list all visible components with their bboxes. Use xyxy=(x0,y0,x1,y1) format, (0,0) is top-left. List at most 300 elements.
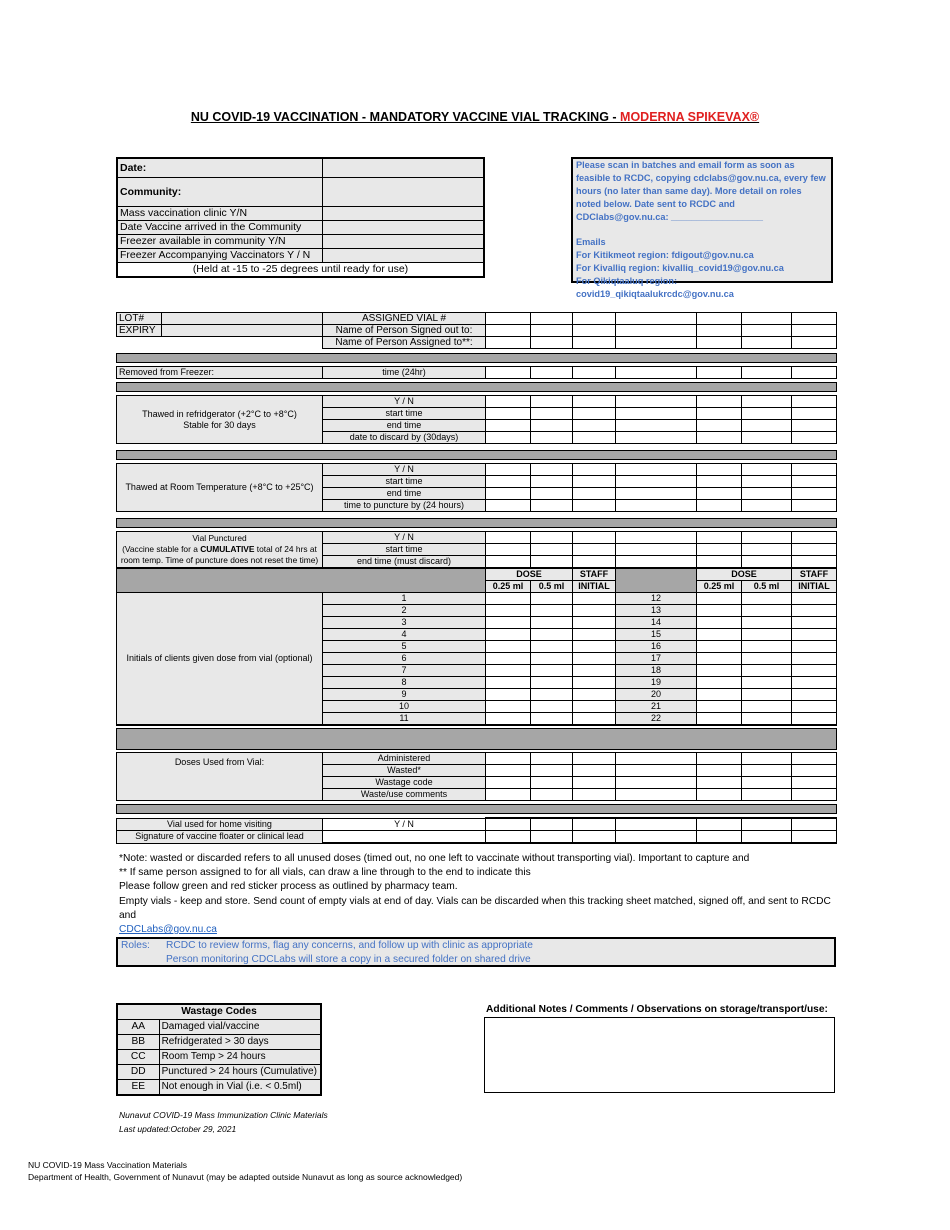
entry-cell[interactable] xyxy=(486,313,531,325)
entry-cell[interactable] xyxy=(486,420,531,432)
entry-cell[interactable] xyxy=(792,653,837,665)
entry-cell[interactable] xyxy=(486,476,531,488)
entry-cell[interactable] xyxy=(742,396,792,408)
entry-cell[interactable] xyxy=(697,500,742,512)
entry-cell[interactable] xyxy=(616,777,697,789)
entry-cell[interactable] xyxy=(486,396,531,408)
lot-field[interactable] xyxy=(162,313,323,325)
entry-cell[interactable] xyxy=(792,753,837,765)
entry-cell[interactable] xyxy=(792,464,837,476)
client-number: 1 xyxy=(323,593,486,605)
table-row xyxy=(117,568,837,581)
entry-cell[interactable] xyxy=(742,325,792,337)
entry-cell[interactable] xyxy=(573,556,616,569)
entry-cell[interactable] xyxy=(486,689,531,701)
entry-cell[interactable] xyxy=(616,488,697,500)
row-label: start time xyxy=(323,408,486,420)
entry-cell[interactable] xyxy=(792,701,837,713)
table-row xyxy=(117,519,837,528)
client-number: 11 xyxy=(323,713,486,726)
entry-cell[interactable] xyxy=(616,313,697,325)
entry-cell[interactable] xyxy=(486,556,531,569)
table-row xyxy=(117,178,484,207)
entry-cell[interactable] xyxy=(573,713,616,726)
table-row xyxy=(117,396,837,408)
entry-cell[interactable] xyxy=(531,337,573,349)
wastage-description: Refridgerated > 30 days xyxy=(159,1035,321,1050)
info-label: Freezer Accompanying Vaccinators Y / N xyxy=(117,249,322,263)
row-label: Wasted* xyxy=(323,765,486,777)
entry-cell[interactable] xyxy=(742,777,792,789)
entry-cell[interactable] xyxy=(486,605,531,617)
entry-cell[interactable] xyxy=(531,665,573,677)
row-label: end time (must discard) xyxy=(323,556,486,569)
info-label: Mass vaccination clinic Y/N xyxy=(117,207,322,221)
entry-cell[interactable] xyxy=(573,753,616,765)
entry-cell[interactable] xyxy=(486,713,531,726)
entry-cell[interactable] xyxy=(573,765,616,777)
entry-cell[interactable] xyxy=(486,325,531,337)
freezer-temp-note: (Held at -15 to -25 degrees until ready for use) xyxy=(117,263,484,278)
entry-cell[interactable] xyxy=(742,476,792,488)
entry-cell[interactable] xyxy=(616,464,697,476)
info-value-field[interactable] xyxy=(322,178,484,207)
entry-cell[interactable] xyxy=(573,831,616,844)
entry-cell[interactable] xyxy=(792,532,837,544)
entry-cell[interactable] xyxy=(573,420,616,432)
entry-cell[interactable] xyxy=(697,818,742,831)
entry-cell[interactable] xyxy=(742,653,792,665)
row-label: end time xyxy=(323,420,486,432)
entry-cell[interactable] xyxy=(531,593,573,605)
entry-cell[interactable] xyxy=(616,500,697,512)
info-value-field[interactable] xyxy=(322,249,484,263)
page-footer xyxy=(28,1159,462,1183)
entry-cell[interactable] xyxy=(792,831,837,844)
entry-cell[interactable] xyxy=(531,605,573,617)
entry-cell[interactable] xyxy=(616,818,697,831)
entry-cell[interactable] xyxy=(742,701,792,713)
client-number: 20 xyxy=(616,689,697,701)
client-number: 12 xyxy=(616,593,697,605)
entry-cell[interactable] xyxy=(792,488,837,500)
entry-cell[interactable] xyxy=(323,831,486,844)
entry-cell[interactable] xyxy=(616,367,697,379)
entry-cell[interactable] xyxy=(792,432,837,444)
entry-cell[interactable] xyxy=(531,653,573,665)
entry-cell[interactable] xyxy=(486,544,531,556)
entry-cell[interactable] xyxy=(486,653,531,665)
entry-cell[interactable] xyxy=(573,605,616,617)
entry-cell[interactable] xyxy=(616,325,697,337)
entry-cell[interactable] xyxy=(531,544,573,556)
entry-cell[interactable] xyxy=(616,544,697,556)
entry-cell[interactable] xyxy=(697,641,742,653)
additional-notes-box[interactable] xyxy=(484,1017,835,1093)
label-line: Vial Punctured xyxy=(192,533,247,543)
table-row xyxy=(117,444,837,451)
wastage-description: Not enough in Vial (i.e. < 0.5ml) xyxy=(159,1080,321,1096)
entry-cell[interactable] xyxy=(742,488,792,500)
entry-cell[interactable] xyxy=(697,753,742,765)
entry-cell[interactable] xyxy=(531,831,573,844)
entry-cell[interactable] xyxy=(792,713,837,726)
entry-cell[interactable] xyxy=(531,432,573,444)
entry-cell[interactable] xyxy=(792,313,837,325)
entry-cell[interactable] xyxy=(792,789,837,801)
entry-cell[interactable] xyxy=(792,818,837,831)
entry-cell[interactable] xyxy=(792,629,837,641)
entry-cell[interactable] xyxy=(486,765,531,777)
entry-cell[interactable] xyxy=(531,396,573,408)
entry-cell[interactable] xyxy=(486,488,531,500)
note-line: *Note: wasted or discarded refers to all unused doses (timed out, no one left to vaccinate without transporting vial). Important to capture and xyxy=(119,853,750,864)
entry-cell[interactable] xyxy=(531,488,573,500)
table-row xyxy=(117,729,837,750)
entry-cell[interactable] xyxy=(742,544,792,556)
vial-punctured-label xyxy=(117,532,323,569)
thawed-fridge-label xyxy=(117,396,323,444)
section-divider xyxy=(117,354,837,363)
entry-cell[interactable] xyxy=(697,337,742,349)
entry-cell[interactable] xyxy=(531,765,573,777)
entry-cell[interactable] xyxy=(531,777,573,789)
entry-cell[interactable] xyxy=(697,593,742,605)
entry-cell[interactable] xyxy=(531,701,573,713)
entry-cell[interactable] xyxy=(697,777,742,789)
entry-cell[interactable] xyxy=(573,653,616,665)
entry-cell[interactable] xyxy=(531,713,573,726)
entry-cell[interactable] xyxy=(531,420,573,432)
entry-cell[interactable] xyxy=(486,701,531,713)
entry-cell[interactable] xyxy=(486,593,531,605)
entry-cell[interactable] xyxy=(616,753,697,765)
entry-cell[interactable] xyxy=(573,325,616,337)
entry-cell[interactable] xyxy=(573,488,616,500)
client-number: 15 xyxy=(616,629,697,641)
entry-cell[interactable] xyxy=(573,629,616,641)
assigned-vial-label: ASSIGNED VIAL # xyxy=(323,313,486,325)
entry-cell[interactable] xyxy=(697,313,742,325)
client-number: 14 xyxy=(616,617,697,629)
entry-cell[interactable] xyxy=(792,556,837,569)
footer-italic-line: Nunavut COVID-19 Mass Immunization Clinic Materials xyxy=(119,1110,328,1120)
entry-cell[interactable] xyxy=(697,367,742,379)
table-row xyxy=(117,1080,321,1096)
entry-cell[interactable] xyxy=(792,325,837,337)
entry-cell[interactable] xyxy=(616,831,697,844)
info-value-field[interactable] xyxy=(322,235,484,249)
entry-cell[interactable] xyxy=(486,408,531,420)
entry-cell[interactable] xyxy=(697,488,742,500)
entry-cell[interactable] xyxy=(616,396,697,408)
signature-label: Signature of vaccine floater or clinical lead xyxy=(117,831,323,844)
entry-cell[interactable] xyxy=(486,464,531,476)
entry-cell[interactable] xyxy=(573,464,616,476)
entry-cell[interactable] xyxy=(486,665,531,677)
entry-cell[interactable] xyxy=(573,313,616,325)
entry-cell[interactable] xyxy=(616,337,697,349)
entry-cell[interactable] xyxy=(742,464,792,476)
entry-cell[interactable] xyxy=(792,500,837,512)
entry-cell[interactable] xyxy=(573,641,616,653)
entry-cell[interactable] xyxy=(573,593,616,605)
entry-cell[interactable] xyxy=(697,556,742,569)
dose-header: DOSE xyxy=(486,568,573,581)
footnotes xyxy=(119,852,839,937)
entry-cell[interactable] xyxy=(697,605,742,617)
entry-cell[interactable] xyxy=(486,500,531,512)
client-number: 19 xyxy=(616,677,697,689)
entry-cell[interactable] xyxy=(792,476,837,488)
entry-cell[interactable] xyxy=(697,476,742,488)
expiry-field[interactable] xyxy=(162,325,323,337)
entry-cell[interactable] xyxy=(697,689,742,701)
entry-cell[interactable] xyxy=(616,556,697,569)
entry-cell[interactable] xyxy=(792,544,837,556)
region-email: For Qikiqtaaluq region: covid19_qikiqtaalukrcdc@gov.nu.ca xyxy=(576,276,734,299)
entry-cell[interactable] xyxy=(616,432,697,444)
entry-cell[interactable] xyxy=(531,464,573,476)
entry-cell[interactable] xyxy=(742,500,792,512)
footer-line: NU COVID-19 Mass Vaccination Materials xyxy=(28,1160,188,1170)
entry-cell[interactable] xyxy=(792,689,837,701)
entry-cell[interactable] xyxy=(742,408,792,420)
entry-cell[interactable] xyxy=(531,408,573,420)
home-visiting-yn: Y / N xyxy=(323,818,486,831)
wastage-code: EE xyxy=(117,1080,159,1096)
row-label: Wastage code xyxy=(323,777,486,789)
entry-cell[interactable] xyxy=(792,641,837,653)
entry-cell[interactable] xyxy=(573,677,616,689)
entry-cell[interactable] xyxy=(792,420,837,432)
entry-cell[interactable] xyxy=(697,432,742,444)
wastage-description: Punctured > 24 hours (Cumulative) xyxy=(159,1065,321,1080)
entry-cell[interactable] xyxy=(573,701,616,713)
entry-cell[interactable] xyxy=(742,818,792,831)
entry-cell[interactable] xyxy=(573,396,616,408)
signed-out-label: Name of Person Signed out to: xyxy=(323,325,486,337)
entry-cell[interactable] xyxy=(573,689,616,701)
wastage-description: Room Temp > 24 hours xyxy=(159,1050,321,1065)
entry-cell[interactable] xyxy=(573,818,616,831)
entry-cell[interactable] xyxy=(697,653,742,665)
wastage-code: DD xyxy=(117,1065,159,1080)
entry-cell[interactable] xyxy=(742,641,792,653)
entry-cell[interactable] xyxy=(573,665,616,677)
entry-cell[interactable] xyxy=(697,831,742,844)
entry-cell[interactable] xyxy=(486,617,531,629)
entry-cell[interactable] xyxy=(616,765,697,777)
entry-cell[interactable] xyxy=(486,753,531,765)
entry-cell[interactable] xyxy=(531,367,573,379)
entry-cell[interactable] xyxy=(742,629,792,641)
client-number: 17 xyxy=(616,653,697,665)
entry-cell[interactable] xyxy=(742,689,792,701)
entry-cell[interactable] xyxy=(742,337,792,349)
entry-cell[interactable] xyxy=(742,313,792,325)
entry-cell[interactable] xyxy=(573,532,616,544)
table-row xyxy=(117,367,837,379)
entry-cell[interactable] xyxy=(531,753,573,765)
entry-cell[interactable] xyxy=(531,325,573,337)
entry-cell[interactable] xyxy=(792,396,837,408)
entry-cell[interactable] xyxy=(742,532,792,544)
entry-cell[interactable] xyxy=(697,532,742,544)
entry-cell[interactable] xyxy=(486,367,531,379)
info-value-field[interactable] xyxy=(322,158,484,178)
section-divider xyxy=(117,451,837,460)
entry-cell[interactable] xyxy=(792,593,837,605)
entry-cell[interactable] xyxy=(742,677,792,689)
entry-cell[interactable] xyxy=(792,367,837,379)
entry-cell[interactable] xyxy=(486,532,531,544)
staff-header: STAFF xyxy=(792,568,837,581)
entry-cell[interactable] xyxy=(742,665,792,677)
entry-cell[interactable] xyxy=(573,789,616,801)
entry-cell[interactable] xyxy=(792,765,837,777)
entry-cell[interactable] xyxy=(697,325,742,337)
entry-cell[interactable] xyxy=(697,408,742,420)
entry-cell[interactable] xyxy=(573,337,616,349)
expiry-label: EXPIRY xyxy=(117,325,162,337)
client-number: 7 xyxy=(323,665,486,677)
clinic-materials-footer xyxy=(119,1108,328,1136)
entry-cell[interactable] xyxy=(531,677,573,689)
entry-cell[interactable] xyxy=(616,408,697,420)
table-row xyxy=(117,451,837,460)
entry-cell[interactable] xyxy=(486,677,531,689)
entry-cell[interactable] xyxy=(531,500,573,512)
client-number: 2 xyxy=(323,605,486,617)
entry-cell[interactable] xyxy=(697,665,742,677)
entry-cell[interactable] xyxy=(742,605,792,617)
entry-cell[interactable] xyxy=(742,593,792,605)
entry-cell[interactable] xyxy=(697,629,742,641)
entry-cell[interactable] xyxy=(616,789,697,801)
row-label: start time xyxy=(323,476,486,488)
entry-cell[interactable] xyxy=(486,337,531,349)
client-number: 9 xyxy=(323,689,486,701)
info-label: Date: xyxy=(117,158,322,178)
entry-cell[interactable] xyxy=(486,629,531,641)
entry-cell[interactable] xyxy=(697,617,742,629)
entry-cell[interactable] xyxy=(792,605,837,617)
wastage-code: CC xyxy=(117,1050,159,1065)
entry-cell[interactable] xyxy=(531,641,573,653)
spacer xyxy=(117,337,323,349)
entry-cell[interactable] xyxy=(531,689,573,701)
entry-cell[interactable] xyxy=(697,789,742,801)
entry-cell[interactable] xyxy=(616,532,697,544)
entry-cell[interactable] xyxy=(573,544,616,556)
thawed-room-label: Thawed at Room Temperature (+8°C to +25°C) xyxy=(117,464,323,512)
entry-cell[interactable] xyxy=(742,789,792,801)
note-line: Empty vials - keep and store. Send count of empty vials at end of day. Vials can be discarded when this tracking sheet matched, signed off, and sent to RCDC and xyxy=(119,895,831,921)
table-row xyxy=(117,207,484,221)
entry-cell[interactable] xyxy=(792,665,837,677)
entry-cell[interactable] xyxy=(697,713,742,726)
entry-cell[interactable] xyxy=(486,831,531,844)
table-row xyxy=(117,337,837,349)
entry-cell[interactable] xyxy=(697,544,742,556)
entry-cell[interactable] xyxy=(531,818,573,831)
entry-cell[interactable] xyxy=(573,500,616,512)
entry-cell[interactable] xyxy=(486,641,531,653)
table-row xyxy=(117,325,837,337)
entry-cell[interactable] xyxy=(697,464,742,476)
entry-cell[interactable] xyxy=(616,476,697,488)
entry-cell[interactable] xyxy=(742,367,792,379)
entry-cell[interactable] xyxy=(486,432,531,444)
info-value-field[interactable] xyxy=(322,221,484,235)
entry-cell[interactable] xyxy=(531,629,573,641)
entry-cell[interactable] xyxy=(531,556,573,569)
entry-cell[interactable] xyxy=(531,532,573,544)
entry-cell[interactable] xyxy=(792,677,837,689)
entry-cell[interactable] xyxy=(697,677,742,689)
entry-cell[interactable] xyxy=(792,408,837,420)
entry-cell[interactable] xyxy=(742,432,792,444)
entry-cell[interactable] xyxy=(486,789,531,801)
entry-cell[interactable] xyxy=(742,753,792,765)
cdclabs-email-link[interactable]: CDCLabs@gov.nu.ca xyxy=(119,924,217,936)
entry-cell[interactable] xyxy=(697,396,742,408)
wastage-description: Damaged vial/vaccine xyxy=(159,1020,321,1035)
table-row xyxy=(117,313,837,325)
section-divider xyxy=(117,383,837,392)
dose-header-spacer xyxy=(616,568,697,593)
row-label: time to puncture by (24 hours) xyxy=(323,500,486,512)
entry-cell[interactable] xyxy=(573,432,616,444)
entry-cell[interactable] xyxy=(573,777,616,789)
entry-cell[interactable] xyxy=(573,617,616,629)
scan-email-notice xyxy=(571,157,833,299)
entry-cell[interactable] xyxy=(573,476,616,488)
entry-cell[interactable] xyxy=(792,777,837,789)
entry-cell[interactable] xyxy=(616,420,697,432)
dose-header-spacer xyxy=(117,568,486,593)
info-value-field[interactable] xyxy=(322,207,484,221)
entry-cell[interactable] xyxy=(573,408,616,420)
entry-cell[interactable] xyxy=(742,831,792,844)
entry-cell[interactable] xyxy=(742,765,792,777)
entry-cell[interactable] xyxy=(742,556,792,569)
entry-cell[interactable] xyxy=(742,713,792,726)
table-row xyxy=(117,1035,321,1050)
entry-cell[interactable] xyxy=(742,420,792,432)
entry-cell[interactable] xyxy=(792,337,837,349)
entry-cell[interactable] xyxy=(531,313,573,325)
row-label: Y / N xyxy=(323,532,486,544)
entry-cell[interactable] xyxy=(531,789,573,801)
entry-cell[interactable] xyxy=(742,617,792,629)
additional-notes-label: Additional Notes / Comments / Observations on storage/transport/use: xyxy=(486,1004,828,1015)
entry-cell[interactable] xyxy=(792,617,837,629)
entry-cell[interactable] xyxy=(573,367,616,379)
entry-cell[interactable] xyxy=(697,765,742,777)
doses-used-label: Doses Used from Vial: xyxy=(117,753,323,801)
entry-cell[interactable] xyxy=(697,701,742,713)
entry-cell[interactable] xyxy=(531,476,573,488)
row-label: Y / N xyxy=(323,464,486,476)
entry-cell[interactable] xyxy=(486,777,531,789)
entry-cell[interactable] xyxy=(486,818,531,831)
entry-cell[interactable] xyxy=(697,420,742,432)
label-part: (Vaccine stable for a xyxy=(122,544,201,554)
entry-cell[interactable] xyxy=(531,617,573,629)
roles-line: Person monitoring CDCLabs will store a copy in a secured folder on shared drive xyxy=(166,954,531,965)
